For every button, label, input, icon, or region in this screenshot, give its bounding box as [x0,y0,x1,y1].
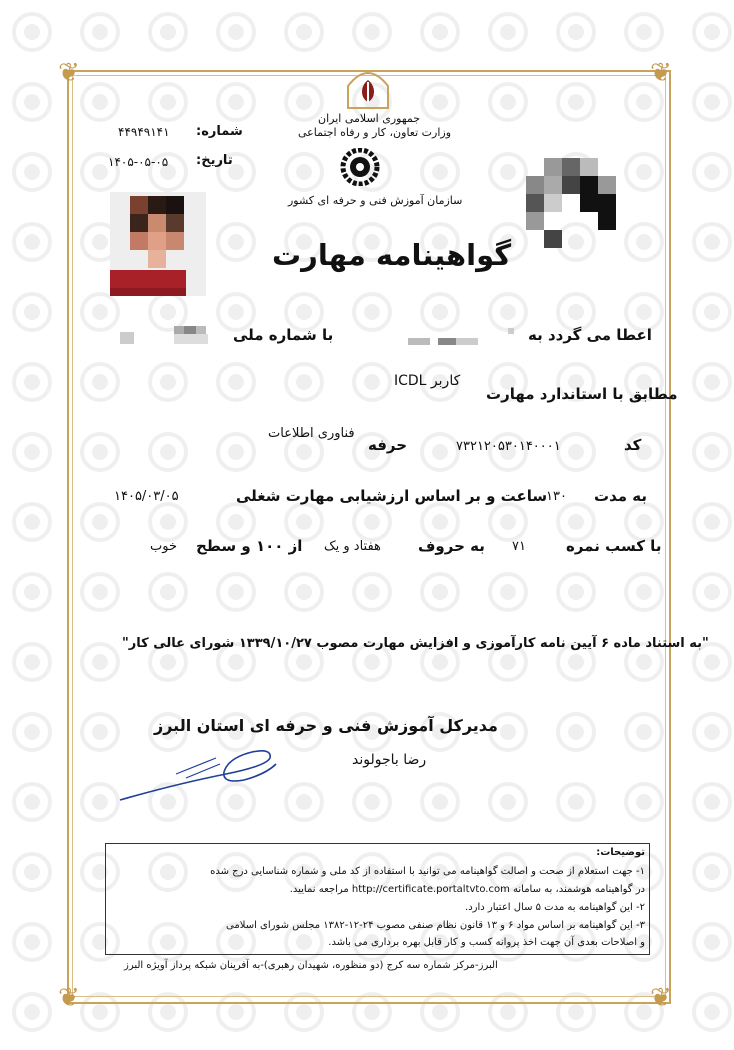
regulation-statement: "به استناد ماده ۶ آیین نامه کارآموزی و افزایش مهارت مصوب ۱۳۳۹/۱۰/۲۷ شورای عالی کار" [122,636,709,651]
watermark-logo-icon [10,360,54,404]
ornament-top-left-icon: ❦ [58,58,80,88]
signature-image [116,744,286,804]
note-line-3: ۲- این گواهینامه به مدت ۵ سال اعتبار دارد. [465,902,645,913]
watermark-logo-icon [146,10,190,54]
signatory-title: مدیرکل آموزش فنی و حرفه ای استان البرز [154,716,498,735]
ornament-bottom-right-icon: ❦ [650,983,672,1013]
qr-code [526,158,618,248]
watermark-logo-icon [10,850,54,894]
ornament-top-right-icon: ❦ [650,58,672,88]
header-country: جمهوری اسلامی ایران [318,112,421,125]
watermark-logo-icon [214,10,258,54]
standard-label: مطابق با استاندارد مهارت [486,385,678,403]
watermark-logo-icon [690,850,734,894]
watermark-logo-icon [10,430,54,474]
score-value: ۷۱ [512,539,526,554]
header-organization: سازمان آموزش فنی و حرفه ای کشور [288,194,463,207]
watermark-logo-icon [690,920,734,964]
profession-value: فناوری اطلاعات [268,426,355,441]
watermark-logo-icon [10,780,54,824]
notes-heading: توضیحات: [596,847,645,858]
watermark-logo-icon [622,10,666,54]
watermark-logo-icon [10,990,54,1034]
date-value: ۱۴۰۵-۰۵-۰۵ [108,155,169,169]
words-label: به حروف [418,537,485,555]
number-value: ۴۴۹۴۹۱۴۱ [118,125,170,139]
watermark-logo-icon [10,640,54,684]
score-words: هفتاد و یک [324,539,381,554]
notes-box [105,843,650,955]
watermark-logo-icon [10,10,54,54]
watermark-logo-icon [350,10,394,54]
note-line-1: ۱- جهت استعلام از صحت و اصالت گواهینامه می توانید با استفاده از کد ملی و شماره شناسایی درج شده [210,866,645,877]
evaluation-date: ۱۴۰۵/۰۳/۰۵ [114,489,179,504]
watermark-logo-icon [10,500,54,544]
code-value: ۷۳۲۱۲۰۵۳۰۱۴۰۰۰۱ [456,439,561,454]
footer-issuer: البرز-مرکز شماره سه کرج (دو منظوره، شهیدان رهبری)-به آفرینان شبکه پرداز آویژه البرز [124,960,498,971]
watermark-logo-icon [282,10,326,54]
duration-label: به مدت [594,487,647,505]
out-of-label: از ۱۰۰ و سطح [196,537,303,555]
tvto-logo-icon [340,148,380,186]
watermark-logo-icon [10,570,54,614]
watermark-logo-icon [690,290,734,334]
standard-value: کاربر ICDL [394,373,461,389]
watermark-logo-icon [690,150,734,194]
iran-emblem-icon [346,68,390,110]
holder-name-redacted [408,338,508,346]
watermark-logo-icon [690,780,734,824]
watermark-logo-icon [690,570,734,614]
watermark-logo-icon [690,500,734,544]
watermark-logo-icon [690,990,734,1034]
code-label: کد [624,436,642,454]
watermark-logo-icon [690,80,734,124]
watermark-logo-icon [78,10,122,54]
certificate-title: گواهینامه مهارت [272,238,512,272]
watermark-logo-icon [10,920,54,964]
watermark-logo-icon [10,710,54,754]
watermark-logo-icon [418,10,462,54]
hours-label: ساعت و بر اساس ارزشیابی مهارت شغلی [236,487,548,505]
national-id-redacted [120,326,210,344]
watermark-logo-icon [10,80,54,124]
duration-value: ۱۳۰ [546,489,567,504]
ornament-bottom-left-icon: ❦ [58,983,80,1013]
watermark-logo-icon [10,290,54,334]
watermark-logo-icon [690,430,734,474]
awarded-label: اعطا می گردد به [528,326,652,344]
watermark-logo-icon [10,150,54,194]
date-label: تاریخ: [196,153,233,168]
level-value: خوب [150,539,177,554]
number-label: شماره: [196,124,243,139]
signatory-name: رضا باجولوند [352,752,427,768]
note-line-4: ۳- این گواهینامه بر اساس مواد ۶ و ۱۳ قانون نظام صنفی مصوب ۲۴-۱۲-۱۳۸۲ مجلس شورای اسلامی [226,920,645,931]
score-label: با کسب نمره [566,537,662,555]
national-id-label: با شماره ملی [233,326,334,344]
watermark-logo-icon [690,220,734,264]
watermark-logo-icon [10,220,54,264]
watermark-logo-icon [486,10,530,54]
header-ministry: وزارت تعاون، کار و رفاه اجتماعی [298,126,452,139]
watermark-logo-icon [690,710,734,754]
watermark-logo-icon [690,10,734,54]
watermark-logo-icon [554,10,598,54]
note-line-5: و اصلاحات بعدی آن جهت اخذ پروانه کسب و کار قابل بهره برداری می باشد. [328,937,645,948]
watermark-logo-icon [690,360,734,404]
note-line-2: در گواهینامه هوشمند، به سامانه http://certificate.portaltvto.com مراجعه نمایید. [289,884,645,895]
holder-photo [110,192,206,296]
profession-label: حرفه [368,436,408,454]
